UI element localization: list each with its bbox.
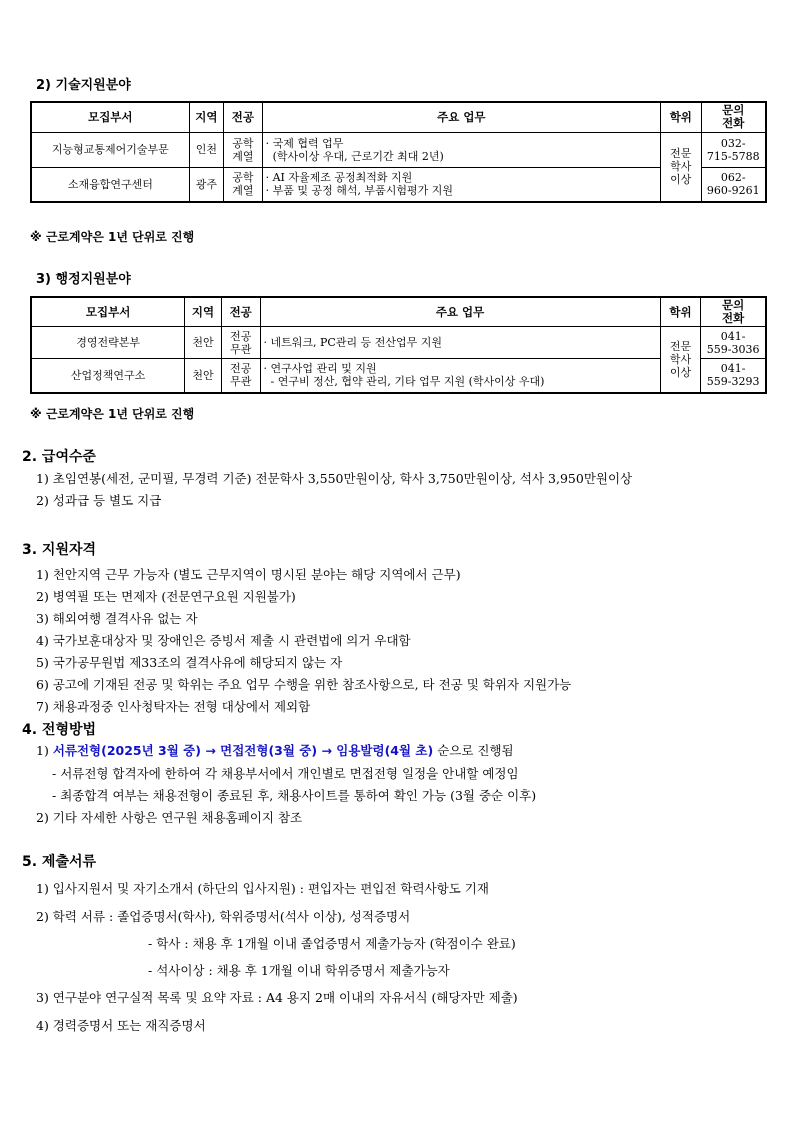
region-cell: 천안 <box>185 327 222 359</box>
duty-line: · 국제 협력 업무 <box>265 136 344 150</box>
step-prefix: 1) <box>36 743 53 758</box>
region-cell: 광주 <box>189 167 223 202</box>
qualification-item: 7) 채용과정중 인사청탁자는 전형 대상에서 제외함 <box>36 699 311 714</box>
tech-note: ※ 근로계약은 1년 단위로 진행 <box>30 230 195 244</box>
tech-header-row <box>31 102 766 132</box>
qualification-item: 1) 천안지역 근무 가능자 (별도 근무지역이 명시된 분야는 해당 지역에서 근무) <box>36 567 461 582</box>
documents-item: 3) 연구분야 연구실적 목록 및 요약 자료 : A4 용지 2매 이내의 자유서식 (해당자만 제출) <box>36 990 518 1005</box>
phone-cell: 062- 960-9261 <box>701 167 766 202</box>
process-item: 2) 기타 자세한 사항은 연구원 채용홈페이지 참조 <box>36 810 303 825</box>
qualification-item: 5) 국가공무원법 제33조의 결격사유에 해당되지 않는 자 <box>36 655 343 670</box>
duty-line: · 네트워크, PC관리 등 전산업무 지원 <box>263 336 442 349</box>
phone-cell: 041- 559-3293 <box>701 359 766 393</box>
step-document-screening: 서류전형(2025년 3월 중) <box>52 743 201 758</box>
duties-cell <box>262 167 660 202</box>
header-degree: 학위 <box>661 102 702 132</box>
dept-cell: 산업정책연구소 <box>31 359 185 393</box>
process-heading: 4. 전형방법 <box>22 722 97 738</box>
documents-sub-item: - 학사 : 채용 후 1개월 이내 졸업증명서 제출가능자 (학점이수 완료) <box>148 936 516 951</box>
documents-item: 1) 입사지원서 및 자기소개서 (하단의 입사지원) : 편입자는 편입전 학력사항도 기재 <box>36 881 489 896</box>
step-interview: 면접전형(3월 중) <box>220 743 318 758</box>
duty-line: - 연구비 정산, 협약 관리, 기타 업무 지원 (학사이상 우대) <box>263 375 545 389</box>
region-cell: 인천 <box>189 132 223 167</box>
duty-line: · AI 자율제조 공정최적화 지원 <box>265 171 413 185</box>
qualification-item: 6) 공고에 기재된 전공 및 학위는 주요 업무 수행을 위한 참조사항으로, 타 전공 및 학위자 지원가능 <box>36 677 572 692</box>
dept-cell: 경영전략본부 <box>31 327 185 359</box>
phone-cell: 041- 559-3036 <box>701 327 766 359</box>
header-region: 지역 <box>189 102 223 132</box>
header-major: 전공 <box>221 297 260 327</box>
header-dept: 모집부서 <box>31 297 185 327</box>
arrow-icon: → <box>200 743 221 758</box>
duty-line: · 부품 및 공정 해석, 부품시험평가 지원 <box>265 184 453 198</box>
phone-cell: 032- 715-5788 <box>701 132 766 167</box>
header-duties: 주요 업무 <box>260 297 660 327</box>
arrow-icon: → <box>317 743 337 758</box>
header-degree: 학위 <box>660 297 701 327</box>
admin-heading: 3) 행정지원분야 <box>36 272 131 287</box>
header-phone: 문의 전화 <box>701 102 766 132</box>
process-steps <box>36 741 514 759</box>
major-cell: 전공 무관 <box>221 327 260 359</box>
major-cell: 공학 계열 <box>224 132 263 167</box>
documents-item: 4) 경력증명서 또는 재직증명서 <box>36 1018 206 1033</box>
qualification-item: 4) 국가보훈대상자 및 장애인은 증빙서 제출 시 관련법에 의거 우대함 <box>36 633 411 648</box>
tech-table <box>30 101 767 203</box>
qualification-item: 2) 병역필 또는 면제자 (전문연구요원 지원불가) <box>36 589 296 604</box>
table-row <box>31 167 766 202</box>
duty-line: (학사이상 우대, 근로기간 최대 2년) <box>265 149 444 163</box>
duties-cell <box>260 359 660 393</box>
degree-cell: 전문 학사 이상 <box>661 132 702 202</box>
admin-header-row <box>31 297 766 327</box>
admin-note: ※ 근로계약은 1년 단위로 진행 <box>30 407 195 421</box>
region-cell: 천안 <box>185 359 222 393</box>
salary-item: 1) 초임연봉(세전, 군미필, 무경력 기준) 전문학사 3,550만원이상, 학사 3,750만원이상, 석사 3,950만원이상 <box>36 471 633 486</box>
documents-item: 2) 학력 서류 : 졸업증명서(학사), 학위증명서(석사 이상), 성적증명서 <box>36 909 411 924</box>
major-cell: 공학 계열 <box>224 167 263 202</box>
degree-cell: 전문 학사 이상 <box>660 327 701 393</box>
documents-sub-item: - 석사이상 : 채용 후 1개월 이내 학위증명서 제출가능자 <box>148 963 450 978</box>
salary-heading: 2. 급여수준 <box>22 449 97 465</box>
header-dept: 모집부서 <box>31 102 189 132</box>
header-phone: 문의 전화 <box>701 297 766 327</box>
dept-cell: 지능형교통제어기술부문 <box>31 132 189 167</box>
dept-cell: 소재융합연구센터 <box>31 167 189 202</box>
process-sub-item: - 최종합격 여부는 채용전형이 종료된 후, 채용사이트를 통하여 확인 가능 (3월 중순 이후) <box>52 788 537 803</box>
table-row <box>31 359 766 393</box>
table-row <box>31 132 766 167</box>
documents-heading: 5. 제출서류 <box>22 854 97 870</box>
header-major: 전공 <box>224 102 263 132</box>
step-appointment: 임용발령(4월 초) <box>336 743 434 758</box>
header-region: 지역 <box>185 297 222 327</box>
salary-item: 2) 성과급 등 별도 지급 <box>36 493 162 508</box>
duty-line: · 연구사업 관리 및 지원 <box>263 362 377 376</box>
tech-heading: 2) 기술지원분야 <box>36 78 131 93</box>
qualification-item: 3) 해외여행 결격사유 없는 자 <box>36 611 198 626</box>
admin-table <box>30 296 767 394</box>
qualification-heading: 3. 지원자격 <box>22 542 97 558</box>
process-sub-item: - 서류전형 합격자에 한하여 각 채용부서에서 개인별로 면접전형 일정을 안내할 예정임 <box>52 766 519 781</box>
duties-cell <box>262 132 660 167</box>
table-row <box>31 327 766 359</box>
step-suffix: 순으로 진행됨 <box>433 743 514 758</box>
duties-cell <box>260 327 660 359</box>
major-cell: 전공 무관 <box>221 359 260 393</box>
header-duties: 주요 업무 <box>262 102 660 132</box>
